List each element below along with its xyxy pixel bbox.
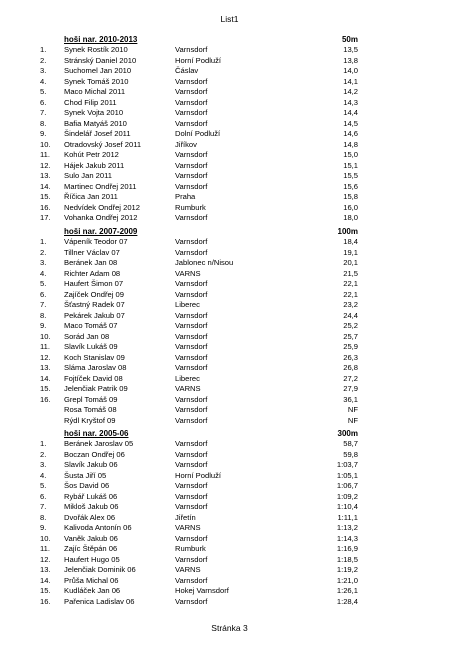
result-row xyxy=(0,108,459,119)
athlete-name-cell: Kohút Petr 2012 xyxy=(64,150,119,159)
club-cell: Varnsdorf xyxy=(175,405,208,414)
result-time-cell: 58,7 xyxy=(343,439,358,448)
result-time-cell: 14,5 xyxy=(343,118,358,128)
result-row xyxy=(0,450,459,461)
rank-cell: 7. xyxy=(40,502,47,511)
club-cell: Varnsdorf xyxy=(175,87,208,96)
result-row xyxy=(0,555,459,566)
athlete-name-cell: Bafia Matyáš 2010 xyxy=(64,118,127,128)
result-row xyxy=(0,405,459,416)
club-cell: Varnsdorf xyxy=(175,394,208,404)
result-time-cell: 22,1 xyxy=(343,289,358,299)
result-time-cell: 15,0 xyxy=(343,150,358,159)
result-time-cell: 1:09,2 xyxy=(336,491,358,501)
result-time-cell: 18,4 xyxy=(343,237,358,246)
rank-cell: 10. xyxy=(40,139,51,149)
club-cell: Jiříkov xyxy=(175,139,197,149)
athlete-name-cell: Sulo Jan 2011 xyxy=(64,171,112,180)
result-time-cell: 13,5 xyxy=(343,45,358,54)
result-time-cell: 26,3 xyxy=(343,352,358,362)
section-2005-06 xyxy=(0,428,459,607)
athlete-name-cell: Beránek Jaroslav 05 xyxy=(64,439,134,448)
athlete-name-cell: Vaněk Jakub 06 xyxy=(64,533,118,543)
club-cell: Varnsdorf xyxy=(175,237,208,246)
club-cell: Varnsdorf xyxy=(175,554,208,564)
rank-cell: 5. xyxy=(40,481,47,490)
section-header xyxy=(0,226,459,237)
distance-label: 50m xyxy=(341,35,358,44)
athlete-name-cell: Martinec Ondřej 2011 xyxy=(64,181,137,191)
rank-cell: 12. xyxy=(40,160,51,170)
club-cell: Varnsdorf xyxy=(175,118,208,128)
result-time-cell: 25,9 xyxy=(343,342,358,351)
athlete-name-cell: Pekárek Jakub 07 xyxy=(64,310,125,320)
club-cell: Varnsdorf xyxy=(175,150,208,159)
result-row xyxy=(0,56,459,67)
rank-cell: 13. xyxy=(40,363,51,372)
result-time-cell: 1:26,1 xyxy=(336,586,358,595)
result-row xyxy=(0,192,459,203)
result-row xyxy=(0,87,459,98)
club-cell: Horní Podluží xyxy=(175,55,222,65)
result-row xyxy=(0,460,459,471)
athlete-name-cell: Šindelář Josef 2011 xyxy=(64,129,131,138)
club-cell: Varnsdorf xyxy=(175,352,208,362)
result-time-cell: 27,9 xyxy=(343,384,358,393)
club-cell: VARNS xyxy=(175,268,201,278)
result-time-cell: 26,8 xyxy=(343,363,358,372)
club-cell: Rumburk xyxy=(175,544,206,553)
result-time-cell: 1:13,2 xyxy=(336,523,358,532)
section-2010-2013 xyxy=(0,34,459,224)
rank-cell: 2. xyxy=(40,55,47,65)
club-cell: Varnsdorf xyxy=(175,491,208,501)
result-time-cell: 59,8 xyxy=(343,449,358,459)
result-row xyxy=(0,395,459,406)
result-row xyxy=(0,213,459,224)
club-cell: Varnsdorf xyxy=(175,171,208,180)
result-time-cell: 22,1 xyxy=(343,279,358,288)
result-row xyxy=(0,513,459,524)
category-label: hoši nar. 2010-2013 xyxy=(64,35,138,44)
athlete-name-cell: Zajíc Štěpán 06 xyxy=(64,544,118,553)
rank-cell: 10. xyxy=(40,533,51,543)
athlete-name-cell: Haufert Šimon 07 xyxy=(64,279,124,288)
club-cell: Varnsdorf xyxy=(175,533,208,543)
result-row xyxy=(0,98,459,109)
result-time-cell: NF xyxy=(347,405,358,414)
result-row xyxy=(0,332,459,343)
club-cell: Varnsdorf xyxy=(175,108,208,117)
result-row xyxy=(0,586,459,597)
rank-cell: 8. xyxy=(40,118,47,128)
result-time-cell: 1:16,9 xyxy=(336,544,358,553)
result-time-cell: 25,2 xyxy=(343,321,358,330)
club-cell: Jablonec n/Nisou xyxy=(175,258,234,267)
club-cell: Varnsdorf xyxy=(175,289,208,299)
result-row xyxy=(0,502,459,513)
rank-cell: 9. xyxy=(40,523,47,532)
athlete-name-cell: Zajíček Ondřej 09 xyxy=(64,289,124,299)
rank-cell: 13. xyxy=(40,171,51,180)
athlete-name-cell: Otradovský Josef 2011 xyxy=(64,139,142,149)
rank-cell: 8. xyxy=(40,310,47,320)
rank-cell: 3. xyxy=(40,66,47,75)
athlete-name-cell: Haufert Hugo 05 xyxy=(64,554,120,564)
result-row xyxy=(0,523,459,534)
athlete-name-cell: Kudláček Jan 06 xyxy=(64,586,121,595)
athlete-name-cell: Šusta Jiří 05 xyxy=(64,470,107,480)
athlete-name-cell: Nedvídek Ondřej 2012 xyxy=(64,202,140,212)
athlete-name-cell: Sorád Jan 08 xyxy=(64,331,110,341)
result-time-cell: 1:10,4 xyxy=(336,502,358,511)
rank-cell: 5. xyxy=(40,279,47,288)
rank-cell: 16. xyxy=(40,394,51,404)
result-row xyxy=(0,544,459,555)
result-time-cell: 24,4 xyxy=(343,310,358,320)
result-row xyxy=(0,119,459,130)
rank-cell: 17. xyxy=(40,213,51,222)
athlete-name-cell: Rýdl Kryštof 09 xyxy=(64,415,116,425)
result-row xyxy=(0,597,459,608)
category-label: hoši nar. 2005-06 xyxy=(64,429,129,438)
result-row xyxy=(0,203,459,214)
athlete-name-cell: Pařenica Ladislav 06 xyxy=(64,596,135,606)
result-time-cell: 15,5 xyxy=(343,171,358,180)
club-cell: Horní Podluží xyxy=(175,470,222,480)
rank-cell: 14. xyxy=(40,575,51,585)
result-row xyxy=(0,353,459,364)
result-time-cell: 1:28,4 xyxy=(336,596,358,606)
athlete-name-cell: Slavík Jakub 06 xyxy=(64,460,118,469)
club-cell: VARNS xyxy=(175,384,201,393)
club-cell: VARNS xyxy=(175,565,201,574)
rank-cell: 3. xyxy=(40,460,47,469)
distance-label: 100m xyxy=(337,227,358,236)
rank-cell: 15. xyxy=(40,192,51,201)
result-time-cell: 16,0 xyxy=(343,202,358,212)
club-cell: VARNS xyxy=(175,523,201,532)
rank-cell: 15. xyxy=(40,384,51,393)
result-time-cell: 1:05,1 xyxy=(336,470,358,480)
club-cell: Varnsdorf xyxy=(175,449,208,459)
club-cell: Rumburk xyxy=(175,202,206,212)
rank-cell: 1. xyxy=(40,439,47,448)
rank-cell: 1. xyxy=(40,237,47,246)
category-label: hoši nar. 2007-2009 xyxy=(64,227,138,236)
club-cell: Varnsdorf xyxy=(175,596,208,606)
rank-cell: 13. xyxy=(40,565,51,574)
club-cell: Čáslav xyxy=(175,66,199,75)
result-time-cell: 23,2 xyxy=(343,300,358,309)
result-row xyxy=(0,140,459,151)
result-time-cell: 13,8 xyxy=(343,55,358,65)
rank-cell: 14. xyxy=(40,181,51,191)
club-cell: Varnsdorf xyxy=(175,363,208,372)
rank-cell: 9. xyxy=(40,321,47,330)
result-row xyxy=(0,565,459,576)
section-header xyxy=(0,34,459,45)
club-cell: Hokej Varnsdorf xyxy=(175,586,229,595)
result-time-cell: NF xyxy=(347,415,358,425)
athlete-name-cell: Dvořák Alex 06 xyxy=(64,512,116,522)
athlete-name-cell: Grepl Tomáš 09 xyxy=(64,394,118,404)
result-row xyxy=(0,492,459,503)
rank-cell: 11. xyxy=(40,342,50,351)
result-row xyxy=(0,279,459,290)
result-time-cell: 14,1 xyxy=(343,76,358,86)
athlete-name-cell: Koch Stanislav 09 xyxy=(64,352,125,362)
rank-cell: 5. xyxy=(40,87,47,96)
athlete-name-cell: Tillner Václav 07 xyxy=(64,247,120,257)
result-time-cell: 1:06,7 xyxy=(336,481,358,490)
athlete-name-cell: Vohanka Ondřej 2012 xyxy=(64,213,138,222)
athlete-name-cell: Mikloš Jakub 06 xyxy=(64,502,119,511)
result-row xyxy=(0,45,459,56)
result-row xyxy=(0,384,459,395)
section-header xyxy=(0,428,459,439)
result-row xyxy=(0,471,459,482)
athlete-name-cell: Richter Adam 08 xyxy=(64,268,121,278)
athlete-name-cell: Vápeník Teodor 07 xyxy=(64,237,128,246)
athlete-name-cell: Fojtíček David 08 xyxy=(64,373,123,383)
club-cell: Praha xyxy=(175,192,196,201)
rank-cell: 7. xyxy=(40,300,47,309)
result-row xyxy=(0,439,459,450)
rank-cell: 16. xyxy=(40,596,51,606)
section-2007-2009 xyxy=(0,226,459,426)
result-row xyxy=(0,237,459,248)
athlete-name-cell: Kalivoda Antonín 06 xyxy=(64,523,132,532)
result-row xyxy=(0,77,459,88)
club-cell: Liberec xyxy=(175,373,200,383)
rank-cell: 7. xyxy=(40,108,47,117)
result-time-cell: 18,0 xyxy=(343,213,358,222)
club-cell: Varnsdorf xyxy=(175,415,208,425)
result-time-cell: 20,1 xyxy=(343,258,358,267)
result-row xyxy=(0,290,459,301)
rank-cell: 2. xyxy=(40,449,47,459)
result-row xyxy=(0,576,459,587)
club-cell: Varnsdorf xyxy=(175,160,208,170)
result-time-cell: 1:11,1 xyxy=(337,512,358,522)
athlete-name-cell: Průša Michal 06 xyxy=(64,575,119,585)
result-row xyxy=(0,182,459,193)
result-time-cell: 19,1 xyxy=(343,247,358,257)
athlete-name-cell: Jelenčiak Dominik 06 xyxy=(64,565,136,574)
athlete-name-cell: Rosa Tomáš 08 xyxy=(64,405,117,414)
club-cell: Varnsdorf xyxy=(175,321,208,330)
club-cell: Liberec xyxy=(175,300,200,309)
result-time-cell: 14,6 xyxy=(343,129,358,138)
rank-cell: 12. xyxy=(40,554,51,564)
page-title: List1 xyxy=(220,14,239,24)
result-row xyxy=(0,66,459,77)
result-time-cell: 14,4 xyxy=(343,108,358,117)
result-time-cell: 1:03,7 xyxy=(336,460,358,469)
result-row xyxy=(0,129,459,140)
athlete-name-cell: Beránek Jan 08 xyxy=(64,258,118,267)
athlete-name-cell: Říčica Jan 2011 xyxy=(64,192,118,201)
result-time-cell: 14,8 xyxy=(343,139,358,149)
result-row xyxy=(0,311,459,322)
athlete-name-cell: Maco Michal 2011 xyxy=(64,87,126,96)
club-cell: Varnsdorf xyxy=(175,575,208,585)
club-cell: Varnsdorf xyxy=(175,45,208,54)
athlete-name-cell: Synek Vojta 2010 xyxy=(64,108,124,117)
result-time-cell: 1:18,5 xyxy=(336,554,358,564)
result-time-cell: 1:14,3 xyxy=(336,533,358,543)
result-time-cell: 15,1 xyxy=(343,160,358,170)
result-row xyxy=(0,321,459,332)
rank-cell: 11. xyxy=(40,150,50,159)
club-cell: Varnsdorf xyxy=(175,181,208,191)
rank-cell: 6. xyxy=(40,97,47,107)
page-footer: Stránka 3 xyxy=(211,623,248,633)
result-time-cell: 1:19,2 xyxy=(336,565,358,574)
result-time-cell: 15,6 xyxy=(343,181,358,191)
result-row xyxy=(0,481,459,492)
result-time-cell: 27,2 xyxy=(343,373,358,383)
club-cell: Varnsdorf xyxy=(175,331,208,341)
club-cell: Varnsdorf xyxy=(175,460,208,469)
athlete-name-cell: Maco Tomáš 07 xyxy=(64,321,118,330)
athlete-name-cell: Suchomel Jan 2010 xyxy=(64,66,132,75)
athlete-name-cell: Šťastný Radek 07 xyxy=(64,300,125,309)
athlete-name-cell: Sláma Jaroslav 08 xyxy=(64,363,127,372)
result-row xyxy=(0,300,459,311)
athlete-name-cell: Hájek Jakub 2011 xyxy=(64,160,125,170)
rank-cell: 10. xyxy=(40,331,51,341)
result-time-cell: 1:21,0 xyxy=(336,575,358,585)
athlete-name-cell: Stránský Daniel 2010 xyxy=(64,55,137,65)
athlete-name-cell: Jelenčiak Patrik 09 xyxy=(64,384,128,393)
club-cell: Varnsdorf xyxy=(175,76,208,86)
result-time-cell: 25,7 xyxy=(343,331,358,341)
result-time-cell: 15,8 xyxy=(343,192,358,201)
rank-cell: 9. xyxy=(40,129,47,138)
club-cell: Jiřetín xyxy=(175,512,196,522)
result-time-cell: 14,0 xyxy=(343,66,358,75)
rank-cell: 16. xyxy=(40,202,51,212)
athlete-name-cell: Synek Rostík 2010 xyxy=(64,45,128,54)
rank-cell: 4. xyxy=(40,470,47,480)
result-row xyxy=(0,248,459,259)
athlete-name-cell: Rybář Lukáš 06 xyxy=(64,491,118,501)
distance-label: 300m xyxy=(337,429,358,438)
result-row xyxy=(0,269,459,280)
rank-cell: 11. xyxy=(40,544,50,553)
club-cell: Dolní Podluží xyxy=(175,129,221,138)
rank-cell: 12. xyxy=(40,352,51,362)
result-time-cell: 21,5 xyxy=(343,268,358,278)
rank-cell: 4. xyxy=(40,76,47,86)
club-cell: Varnsdorf xyxy=(175,213,208,222)
athlete-name-cell: Boczan Ondřej 06 xyxy=(64,449,125,459)
rank-cell: 6. xyxy=(40,289,47,299)
result-time-cell: 14,2 xyxy=(343,87,358,96)
result-row xyxy=(0,161,459,172)
club-cell: Varnsdorf xyxy=(175,279,208,288)
result-row xyxy=(0,171,459,182)
result-row xyxy=(0,534,459,545)
rank-cell: 8. xyxy=(40,512,47,522)
rank-cell: 3. xyxy=(40,258,47,267)
rank-cell: 2. xyxy=(40,247,47,257)
result-row xyxy=(0,363,459,374)
result-row xyxy=(0,258,459,269)
result-time-cell: 14,3 xyxy=(343,97,358,107)
result-row xyxy=(0,416,459,427)
result-row xyxy=(0,150,459,161)
result-time-cell: 36,1 xyxy=(343,394,358,404)
athlete-name-cell: Šos David 06 xyxy=(64,481,110,490)
club-cell: Varnsdorf xyxy=(175,502,208,511)
club-cell: Varnsdorf xyxy=(175,439,208,448)
club-cell: Varnsdorf xyxy=(175,342,208,351)
result-row xyxy=(0,374,459,385)
club-cell: Varnsdorf xyxy=(175,97,208,107)
result-row xyxy=(0,342,459,353)
rank-cell: 6. xyxy=(40,491,47,501)
athlete-name-cell: Synek Tomáš 2010 xyxy=(64,76,129,86)
athlete-name-cell: Slavík Lukáš 09 xyxy=(64,342,118,351)
club-cell: Varnsdorf xyxy=(175,247,208,257)
rank-cell: 14. xyxy=(40,373,51,383)
club-cell: Varnsdorf xyxy=(175,481,208,490)
athlete-name-cell: Chod Filip 2011 xyxy=(64,97,117,107)
club-cell: Varnsdorf xyxy=(175,310,208,320)
rank-cell: 1. xyxy=(40,45,47,54)
rank-cell: 4. xyxy=(40,268,47,278)
rank-cell: 15. xyxy=(40,586,51,595)
